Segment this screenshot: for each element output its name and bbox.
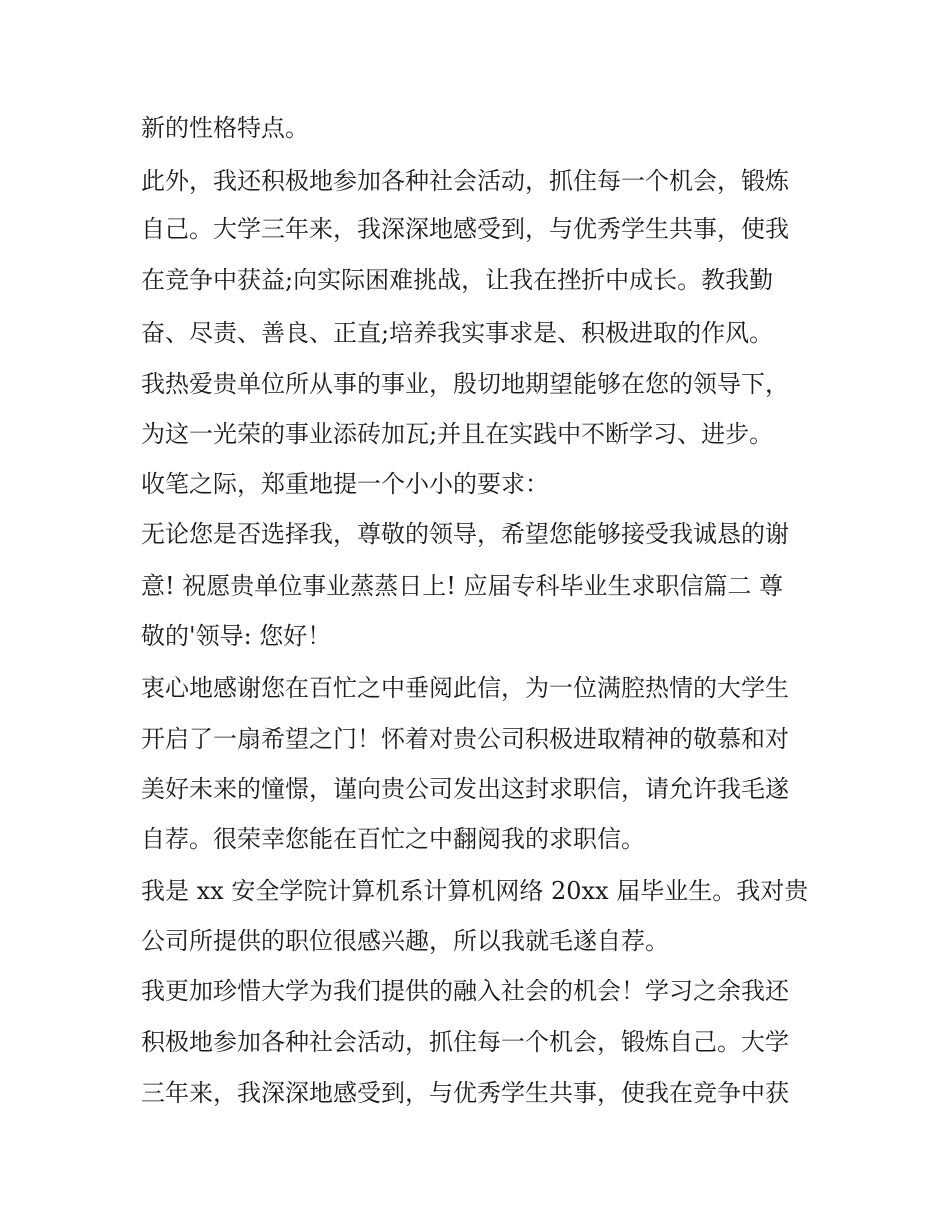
text-line: 积极地参加各种社会活动，抓住每一个机会，锻炼自己。大学 [141, 1028, 789, 1056]
text-line: 为这一光荣的事业添砖加瓦;并且在实践中不断学习、进步。 [141, 420, 774, 448]
text-line: 敬的'领导: 您好！ [141, 622, 332, 650]
text-line: 收笔之际，郑重地提一个小小的要求： [141, 470, 549, 498]
text-line: 无论您是否选择我，尊敬的领导，希望您能够接受我诚恳的谢 [141, 520, 789, 548]
text-line: 自己。大学三年来，我深深地感受到，与优秀学生共事，使我 [141, 215, 789, 243]
text-line: 奋、尽责、善良、正直;培养我实事求是、积极进取的作风。 [141, 319, 774, 347]
text-line: 在竞争中获益;向实际困难挑战，让我在挫折中成长。教我勤 [141, 266, 774, 294]
text-line: 意! 祝愿贵单位事业蒸蒸日上! 应届专科毕业生求职信篇二 尊 [141, 572, 784, 600]
text-line: 此外，我还积极地参加各种社会活动，抓住每一个机会，锻炼 [141, 167, 789, 195]
text-line: 美好未来的憧憬，谨向贵公司发出这封求职信，请允许我毛遂 [141, 775, 789, 803]
text-line: 新的性格特点。 [141, 114, 309, 142]
text-line: 三年来，我深深地感受到，与优秀学生共事，使我在竞争中获 [141, 1079, 789, 1107]
text-line: 公司所提供的职位很感兴趣，所以我就毛遂自荐。 [141, 927, 669, 955]
text-line: 我是 xx 安全学院计算机系计算机网络 20xx 届毕业生。我对贵 [141, 877, 809, 905]
text-line: 我热爱贵单位所从事的事业，殷切地期望能够在您的领导下， [141, 370, 789, 398]
text-line: 自荐。很荣幸您能在百忙之中翻阅我的求职信。 [141, 825, 645, 853]
text-line: 衷心地感谢您在百忙之中垂阅此信，为一位满腔热情的大学生 [141, 674, 789, 702]
text-line: 开启了一扇希望之门！怀着对贵公司积极进取精神的敬慕和对 [141, 725, 789, 753]
text-line: 我更加珍惜大学为我们提供的融入社会的机会！学习之余我还 [141, 977, 789, 1005]
